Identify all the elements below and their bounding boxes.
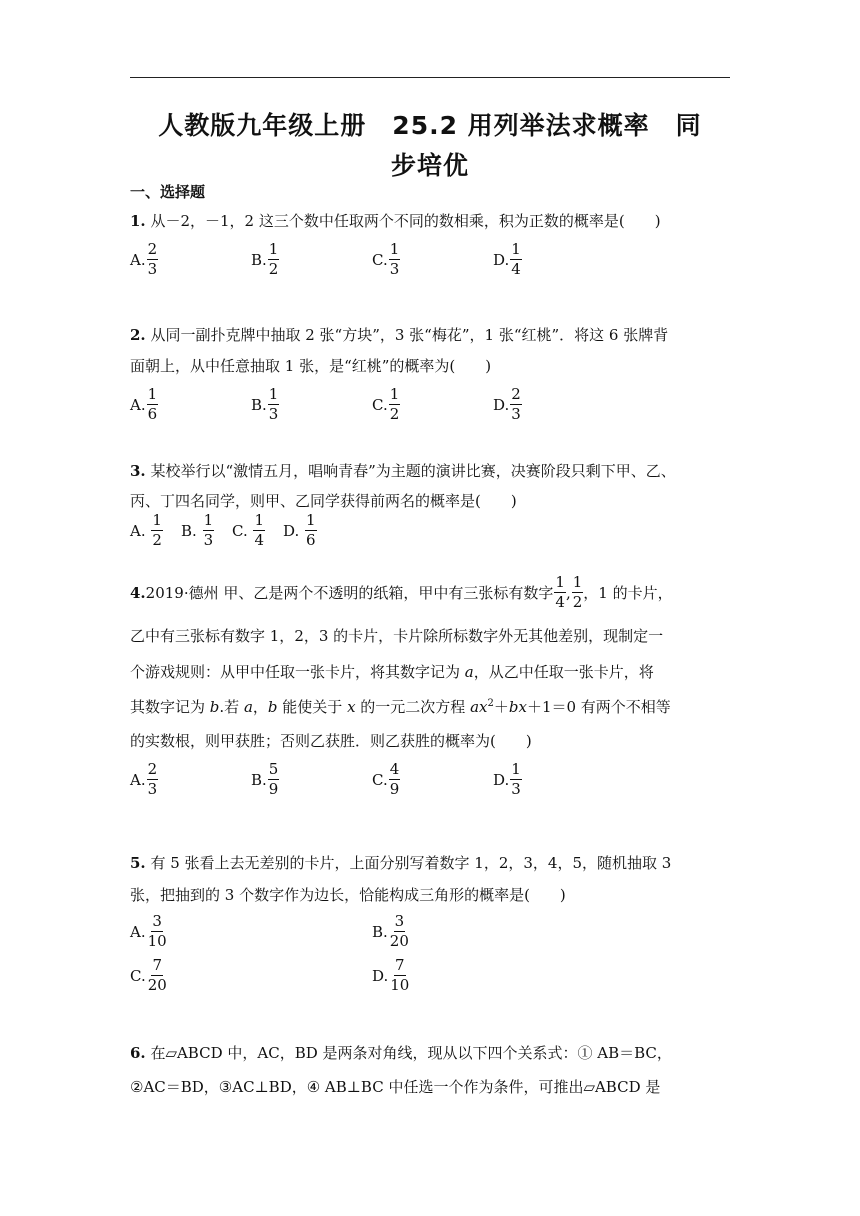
fraction: $\frac{7}{20}$ xyxy=(147,956,167,994)
option-c: C. $\frac{4}{9}$ xyxy=(372,760,400,798)
fraction: $\frac{2}{3}$ xyxy=(511,385,521,423)
question-text: 有 5 张看上去无差别的卡片，上面分别写着数字 1，2，3，4，5，随机抽取 3 xyxy=(145,854,672,872)
fraction: $\frac{1}{6}$ xyxy=(306,511,316,549)
option-d: D. $\frac{2}{3}$ xyxy=(493,385,521,423)
fraction: $\frac{1}{3}$ xyxy=(268,385,279,423)
fraction: $\frac{1}{3}$ xyxy=(203,511,214,549)
question-1 xyxy=(130,210,661,231)
question-5-line-2: 张，把抽到的 3 个数字作为边长，恰能构成三角形的概率是( ) xyxy=(130,886,566,904)
question-3-line-2: 丙、丁四名同学，则甲、乙同学获得前两名的概率是( ) xyxy=(130,492,517,510)
option-c: C. $\frac{7}{20}$ xyxy=(130,956,167,994)
page-title-continued: 步培优 xyxy=(390,151,469,180)
question-number: 4. xyxy=(130,583,146,602)
fraction: $\frac{2}{3}$ xyxy=(147,760,158,798)
option-a: A. $\frac{2}{3}$ xyxy=(130,760,158,798)
question-4-line-3: 个游戏规则：从甲中任取一张卡片，将其数字记为 a，从乙中任取一张卡片，将 xyxy=(130,663,654,681)
question-text: 某校举行以“激情五月，唱响青春”为主题的演讲比赛，决赛阶段只剩下甲、乙、 xyxy=(145,462,676,480)
question-number: 3. xyxy=(130,462,146,480)
option-b: B. $\frac{1}{3}$ xyxy=(181,511,214,549)
question-number: 5. xyxy=(130,854,146,872)
option-b: B. $\frac{5}{9}$ xyxy=(251,760,279,798)
fraction: $\frac{5}{9}$ xyxy=(268,760,279,798)
fraction: $\frac{1}{4}$ xyxy=(511,240,521,278)
fraction: $\frac{7}{10}$ xyxy=(390,956,410,994)
question-4-line-2: 乙中有三张标有数字 1，2，3 的卡片，卡片除所标数字外无其他差别，现制定一 xyxy=(130,627,664,645)
option-c: C. $\frac{1}{4}$ xyxy=(232,511,265,549)
fraction: $\frac{3}{10}$ xyxy=(147,912,167,950)
option-a: A. $\frac{2}{3}$ xyxy=(130,240,158,278)
option-a: A. $\frac{1}{6}$ xyxy=(130,385,158,423)
fraction: $\frac{1}{4}$ xyxy=(254,511,265,549)
question-6 xyxy=(130,1042,672,1063)
fraction: $\frac{4}{9}$ xyxy=(389,760,400,798)
question-text: 2019·德州 甲、乙是两个不透明的纸箱，甲中有三张标有数字 xyxy=(145,584,554,602)
question-4: 4. 2019·德州 甲、乙是两个不透明的纸箱，甲中有三张标有数字 $\frac{1}{4}$ , $\frac{1}{2}$ ，1 的卡片， xyxy=(130,573,673,611)
question-number: 1. xyxy=(130,212,146,230)
question-5 xyxy=(130,852,671,873)
option-d: D. $\frac{1}{3}$ xyxy=(493,760,521,798)
question-4-line-5: 的实数根，则甲获胜；否则乙获胜．则乙获胜的概率为( ) xyxy=(130,732,532,750)
page-title: 人教版九年级上册 25.2 用列举法求概率 同 xyxy=(158,111,702,140)
question-6-line-2: ②AC＝BD，③AC⊥BD，④ AB⊥BC 中任选一个作为条件，可推出▱ABCD 是 xyxy=(130,1078,661,1096)
option-b: B. $\frac{1}{3}$ xyxy=(251,385,279,423)
option-c: C. $\frac{1}{2}$ xyxy=(372,385,400,423)
option-a: A. $\frac{3}{10}$ xyxy=(130,912,167,950)
section-heading: 一、选择题 xyxy=(130,183,206,201)
header-rule xyxy=(130,77,730,78)
question-number: 2. xyxy=(130,326,146,344)
fraction: $\frac{1}{2}$ xyxy=(268,240,279,278)
fraction: $\frac{1}{4}$ xyxy=(555,573,565,611)
option-a: A. $\frac{1}{2}$ xyxy=(130,511,162,549)
question-number: 6. xyxy=(130,1044,146,1062)
fraction: $\frac{1}{3}$ xyxy=(511,760,521,798)
fraction: $\frac{1}{2}$ xyxy=(389,385,400,423)
option-d: D. $\frac{1}{6}$ xyxy=(283,511,316,549)
fraction: $\frac{2}{3}$ xyxy=(147,240,158,278)
question-text: 从－2，－1，2 这三个数中任取两个不同的数相乘，积为正数的概率是( ) xyxy=(145,212,661,230)
fraction: $\frac{1}{6}$ xyxy=(147,385,158,423)
option-c: C. $\frac{1}{3}$ xyxy=(372,240,400,278)
question-text: 在▱ABCD 中，AC，BD 是两条对角线，现从以下四个关系式：① AB＝BC， xyxy=(145,1044,672,1062)
option-d: D. $\frac{1}{4}$ xyxy=(493,240,521,278)
fraction: $\frac{3}{20}$ xyxy=(389,912,409,950)
fraction: $\frac{1}{3}$ xyxy=(389,240,400,278)
fraction: $\frac{1}{2}$ xyxy=(152,511,162,549)
question-text: 从同一副扑克牌中抽取 2 张“方块”，3 张“梅花”，1 张“红桃”．将这 6 张牌背 xyxy=(145,326,669,344)
fraction: $\frac{1}{2}$ xyxy=(572,573,583,611)
question-4-line-4: 其数字记为 b.若 a，b 能使关于 x 的一元二次方程 $ax^2+bx+1=0$ 有两个不相等 xyxy=(130,698,671,716)
question-2 xyxy=(130,324,668,345)
option-d: D. $\frac{7}{10}$ xyxy=(372,956,410,994)
question-3 xyxy=(130,460,676,481)
option-b: B. $\frac{3}{20}$ xyxy=(372,912,409,950)
question-2-line-2: 面朝上，从中任意抽取 1 张，是“红桃”的概率为( ) xyxy=(130,357,492,375)
option-b: B. $\frac{1}{2}$ xyxy=(251,240,279,278)
